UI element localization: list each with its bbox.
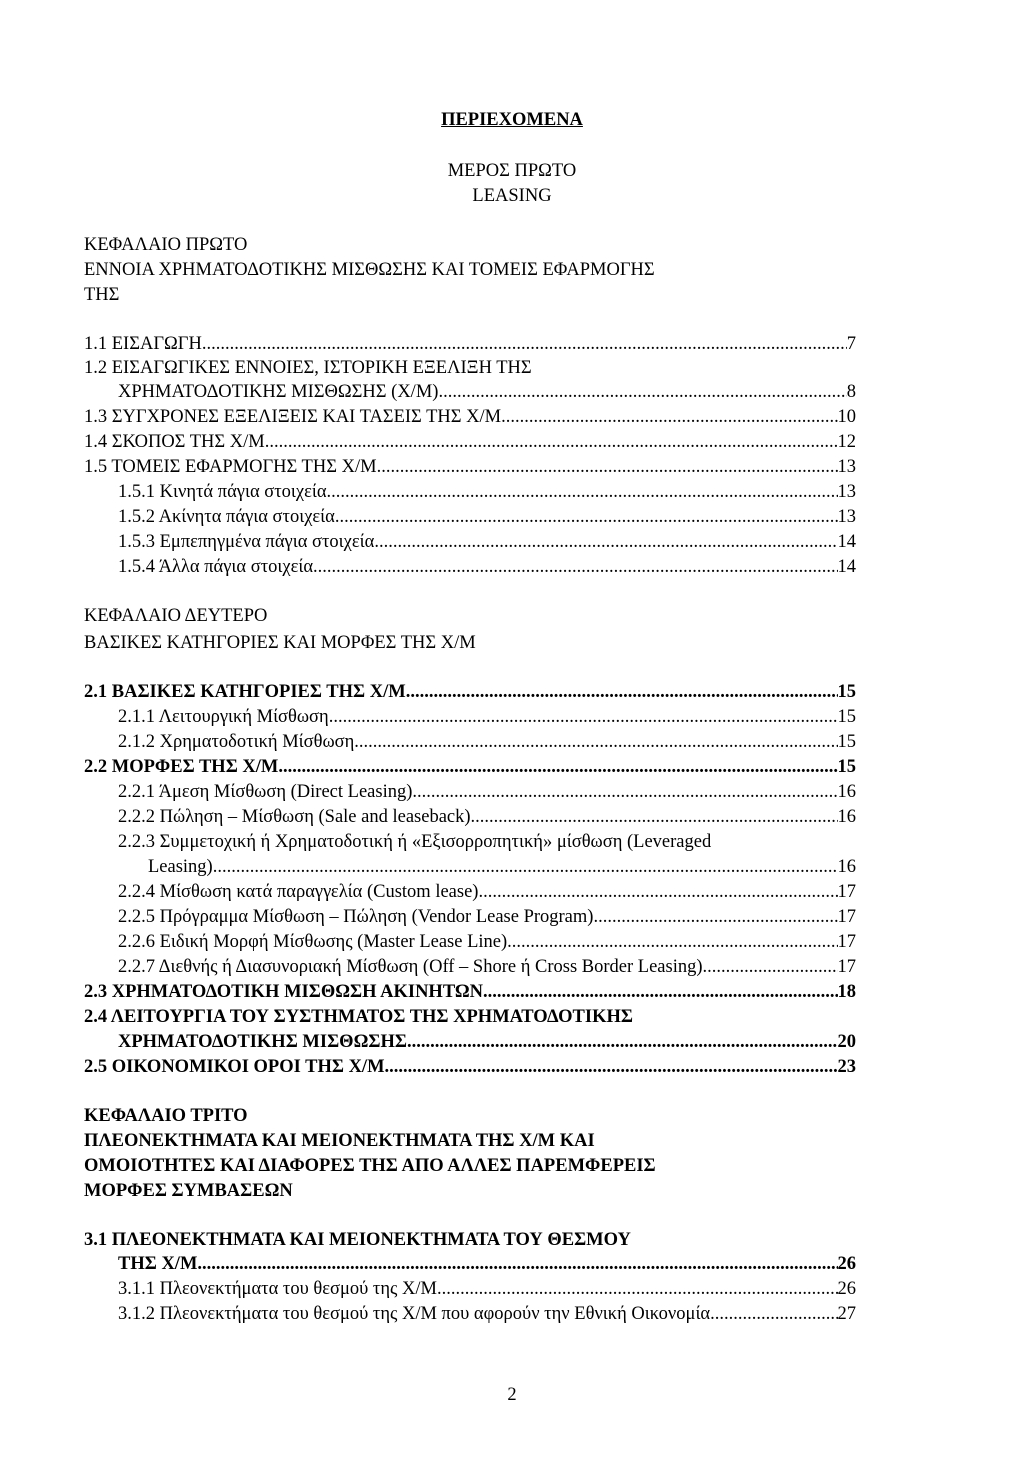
toc-entry[interactable]: [118, 906, 856, 928]
toc-entry[interactable]: [118, 706, 856, 728]
toc-entry-page: 16: [837, 857, 856, 877]
chapter1-title-line1: ΕΝΝΟΙΑ ΧΡΗΜΑΤΟΔΟΤΙΚΗΣ ΜΙΣΘΩΣΗΣ ΚΑΙ ΤΟΜΕΙΣ ΕΦΑΡΜΟΓΗΣ: [84, 260, 655, 280]
toc-entry[interactable]: [118, 956, 856, 978]
toc-entry-page: 14: [837, 532, 856, 552]
toc-entry[interactable]: [118, 806, 856, 828]
toc-entry-page: 13: [837, 482, 856, 502]
toc-entry-page: 13: [837, 457, 856, 477]
toc-entry-page: 15: [837, 682, 856, 702]
toc-entry[interactable]: [118, 1303, 856, 1325]
toc-entry[interactable]: [118, 481, 856, 503]
toc-entry[interactable]: [118, 1253, 856, 1275]
toc-entry-page: 23: [837, 1057, 856, 1077]
toc-entry[interactable]: [84, 1056, 856, 1078]
toc-entry-text: 1.5.3 Εμπεπηγμένα πάγια στοιχεία: [118, 532, 375, 552]
toc-entry[interactable]: [118, 506, 856, 528]
part-subtitle: LEASING: [472, 186, 552, 206]
toc-entry-text: 2.2.3 Συμμετοχική ή Χρηματοδοτική ή «Εξισορροπητική» μίσθωση (Leveraged: [118, 832, 712, 852]
toc-entry[interactable]: [84, 406, 856, 428]
toc-entry-text: 2.1.2 Χρηματοδοτική Μίσθωση: [118, 732, 355, 752]
toc-entry-page: 27: [837, 1304, 856, 1324]
toc-entry[interactable]: [84, 681, 856, 703]
toc-entry-page: 12: [837, 432, 856, 452]
toc-entry-text: ΧΡΗΜΑΤΟΔΟΤΙΚΗΣ ΜΙΣΘΩΣΗΣ (Χ/Μ): [118, 382, 439, 402]
toc-entry[interactable]: [84, 357, 532, 379]
chapter1-heading: ΚΕΦΑΛΑΙΟ ΠΡΩΤΟ: [84, 235, 248, 255]
toc-entry-text: 2.2.4 Μίσθωση κατά παραγγελία (Custom lease): [118, 882, 479, 902]
chapter3-title-line3: ΜΟΡΦΕΣ ΣΥΜΒΑΣΕΩΝ: [84, 1181, 293, 1201]
toc-entry[interactable]: [84, 333, 856, 355]
toc-entry-text: 1.3 ΣΥΓΧΡΟΝΕΣ ΕΞΕΛΙΞΕΙΣ ΚΑΙ ΤΑΣΕΙΣ ΤΗΣ Χ/Μ: [84, 407, 502, 427]
toc-entry[interactable]: [84, 981, 856, 1003]
toc-entry[interactable]: [118, 781, 856, 803]
toc-entry[interactable]: [118, 1278, 856, 1300]
toc-entry-page: 17: [837, 882, 856, 902]
toc-entry[interactable]: [118, 556, 856, 578]
toc-entry-page: 15: [837, 757, 856, 777]
toc-entry-text: 2.2.5 Πρόγραμμα Μίσθωση – Πώληση (Vendor Lease Program): [118, 907, 594, 927]
toc-entry-page: 15: [837, 732, 856, 752]
toc-entry[interactable]: [118, 931, 856, 953]
toc-title: ΠΕΡΙΕΧΟΜΕΝΑ: [441, 110, 583, 130]
toc-entry-page: 16: [837, 807, 856, 827]
toc-entry-page: 16: [837, 782, 856, 802]
toc-entry-page: 8: [846, 382, 856, 402]
chapter3-title-line2: ΟΜΟΙΟΤΗΤΕΣ ΚΑΙ ΔΙΑΦΟΡΕΣ ΤΗΣ ΑΠΟ ΑΛΛΕΣ ΠΑΡΕΜΦΕΡΕΙΣ: [84, 1156, 656, 1176]
chapter2-title: ΒΑΣΙΚΕΣ ΚΑΤΗΓΟΡΙΕΣ ΚΑΙ ΜΟΡΦΕΣ ΤΗΣ Χ/Μ: [84, 633, 476, 653]
toc-entry-text: 3.1.1 Πλεονεκτήματα του θεσμού της Χ/Μ: [118, 1279, 437, 1299]
toc-entry-text: 1.5.1 Κινητά πάγια στοιχεία: [118, 482, 327, 502]
chapter1-title-line2: ΤΗΣ: [84, 285, 120, 305]
toc-entry-text: 2.2 ΜΟΡΦΕΣ ΤΗΣ Χ/Μ: [84, 757, 279, 777]
toc-entry-text: 2.2.2 Πώληση – Μίσθωση (Sale and leaseback): [118, 807, 471, 827]
toc-entry-text: 2.1 ΒΑΣΙΚΕΣ ΚΑΤΗΓΟΡΙΕΣ ΤΗΣ Χ/Μ: [84, 682, 406, 702]
toc-entry[interactable]: [84, 456, 856, 478]
toc-entry-text: Leasing): [148, 857, 213, 877]
toc-entry-page: 26: [837, 1279, 856, 1299]
toc-entry-text: 1.5.4 Άλλα πάγια στοιχεία: [118, 557, 314, 577]
toc-entry[interactable]: [118, 731, 856, 753]
toc-entry-text: 1.4 ΣΚΟΠΟΣ ΤΗΣ Χ/Μ: [84, 432, 265, 452]
toc-entry-page: 17: [837, 957, 856, 977]
toc-entry[interactable]: [84, 1006, 633, 1028]
chapter3-heading: ΚΕΦΑΛΑΙΟ ΤΡΙΤΟ: [84, 1106, 248, 1126]
chapter2-heading: ΚΕΦΑΛΑΙΟ ΔΕΥΤΕΡΟ: [84, 606, 268, 626]
toc-entry-text: 2.1.1 Λειτουργική Μίσθωση: [118, 707, 329, 727]
toc-entry-text: 3.1 ΠΛΕΟΝΕΚΤΗΜΑΤΑ ΚΑΙ ΜΕΙΟΝΕΚΤΗΜΑΤΑ ΤΟΥ ΘΕΣΜΟΥ: [84, 1230, 631, 1250]
toc-entry-page: 17: [837, 907, 856, 927]
toc-entry-text: 2.2.7 Διεθνής ή Διασυνοριακή Μίσθωση (Off – Shore ή Cross Border Leasing): [118, 957, 703, 977]
toc-entry-page: 20: [837, 1032, 856, 1052]
toc-entry-page: 7: [846, 334, 856, 354]
toc-entry-text: 1.2 ΕΙΣΑΓΩΓΙΚΕΣ ΕΝΝΟΙΕΣ, ΙΣΤΟΡΙΚΗ ΕΞΕΛΙΞΗ ΤΗΣ: [84, 358, 532, 378]
toc-entry-page: 26: [837, 1254, 856, 1274]
page-number: 2: [507, 1385, 517, 1405]
toc-entry-text: 2.4 ΛΕΙΤΟΥΡΓΙΑ ΤΟΥ ΣΥΣΤΗΜΑΤΟΣ ΤΗΣ ΧΡΗΜΑΤΟΔΟΤΙΚΗΣ: [84, 1007, 633, 1027]
toc-entry[interactable]: [84, 756, 856, 778]
toc-entry[interactable]: [84, 431, 856, 453]
toc-entry-text: 2.2.6 Ειδική Μορφή Μίσθωσης (Master Lease Line): [118, 932, 508, 952]
toc-entry-page: 15: [837, 707, 856, 727]
toc-entry-page: 10: [837, 407, 856, 427]
toc-entry-page: 17: [837, 932, 856, 952]
toc-entry-text: ΤΗΣ Χ/Μ: [118, 1254, 198, 1274]
part-heading: ΜΕΡΟΣ ΠΡΩΤΟ: [447, 161, 577, 181]
toc-entry-text: 2.3 ΧΡΗΜΑΤΟΔΟΤΙΚΗ ΜΙΣΘΩΣΗ ΑΚΙΝΗΤΩΝ: [84, 982, 484, 1002]
toc-entry-text: 1.1 ΕΙΣΑΓΩΓΗ: [84, 334, 202, 354]
toc-entry-text: 1.5.2 Ακίνητα πάγια στοιχεία: [118, 507, 335, 527]
toc-entry[interactable]: [118, 881, 856, 903]
toc-entry[interactable]: [118, 531, 856, 553]
toc-entry[interactable]: [148, 856, 856, 878]
toc-entry[interactable]: [118, 381, 856, 403]
toc-entry-text: 2.5 ΟΙΚΟΝΟΜΙΚΟΙ ΟΡΟΙ ΤΗΣ Χ/Μ: [84, 1057, 385, 1077]
toc-entry-page: 18: [837, 982, 856, 1002]
toc-entry-page: 13: [837, 507, 856, 527]
toc-entry-text: 3.1.2 Πλεονεκτήματα του θεσμού της Χ/Μ που αφορούν την Εθνική Οικονομία: [118, 1304, 711, 1324]
toc-entry-text: 1.5 ΤΟΜΕΙΣ ΕΦΑΡΜΟΓΗΣ ΤΗΣ Χ/Μ: [84, 457, 377, 477]
toc-entry[interactable]: [118, 831, 711, 853]
chapter3-title-line1: ΠΛΕΟΝΕΚΤΗΜΑΤΑ ΚΑΙ ΜΕΙΟΝΕΚΤΗΜΑΤΑ ΤΗΣ Χ/Μ ΚΑΙ: [84, 1131, 595, 1151]
toc-entry-page: 14: [837, 557, 856, 577]
toc-entry-text: 2.2.1 Άμεση Μίσθωση (Direct Leasing): [118, 782, 413, 802]
toc-entry[interactable]: [118, 1031, 856, 1053]
toc-entry[interactable]: [84, 1229, 631, 1251]
toc-entry-text: ΧΡΗΜΑΤΟΔΟΤΙΚΗΣ ΜΙΣΘΩΣΗΣ: [118, 1032, 407, 1052]
